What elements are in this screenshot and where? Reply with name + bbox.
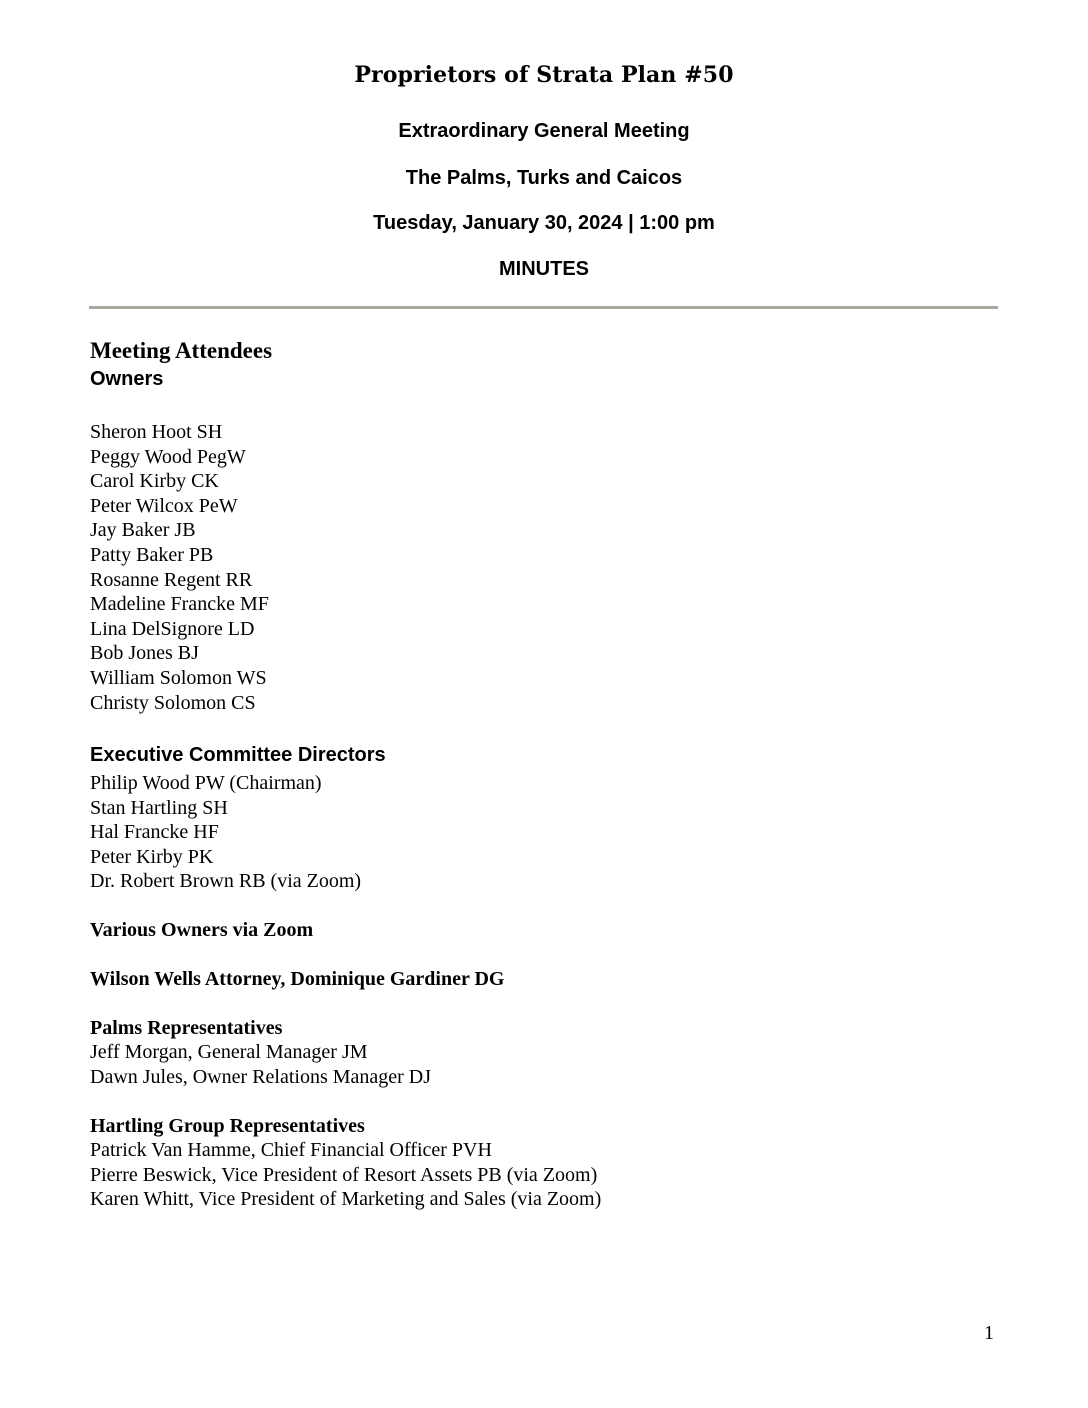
list-item: Jay Baker JB	[90, 519, 196, 542]
list-item: Lina DelSignore LD	[90, 617, 255, 640]
attendees-heading: Meeting Attendees	[90, 338, 273, 363]
hartling-reps-list	[90, 1138, 601, 1212]
directors-heading: Executive Committee Directors	[90, 744, 386, 766]
list-item: Bob Jones BJ	[90, 642, 199, 665]
meeting-type: Extraordinary General Meeting	[398, 120, 690, 142]
attorney-line: Wilson Wells Attorney, Dominique Gardiner DG	[90, 968, 505, 990]
page-number: 1	[984, 1322, 994, 1344]
palms-reps-list	[90, 1040, 431, 1089]
list-item: Madeline Francke MF	[90, 593, 269, 616]
list-item: Pierre Beswick, Vice President of Resort Assets PB (via Zoom)	[90, 1163, 598, 1186]
list-item: Patty Baker PB	[90, 543, 214, 566]
list-item: Carol Kirby CK	[90, 470, 219, 493]
list-item: Dr. Robert Brown RB (via Zoom)	[90, 870, 362, 893]
various-owners-heading: Various Owners via Zoom	[90, 919, 314, 941]
list-item: Patrick Van Hamme, Chief Financial Officer PVH	[90, 1139, 492, 1161]
hartling-reps-heading: Hartling Group Representatives	[90, 1115, 365, 1137]
list-item: Jeff Morgan, General Manager JM	[90, 1041, 368, 1063]
palms-reps-heading: Palms Representatives	[90, 1017, 283, 1039]
list-item: William Solomon WS	[90, 666, 267, 689]
header-divider	[89, 306, 998, 309]
list-item: Hal Francke HF	[90, 821, 219, 844]
list-item: Sheron Hoot SH	[90, 421, 223, 443]
list-item: Peter Kirby PK	[90, 845, 214, 868]
list-item: Peggy Wood PegW	[90, 445, 246, 468]
list-item: Philip Wood PW (Chairman)	[90, 772, 322, 794]
owners-heading: Owners	[90, 368, 164, 390]
list-item: Rosanne Regent RR	[90, 568, 253, 591]
list-item: Peter Wilcox PeW	[90, 494, 238, 517]
list-item: Karen Whitt, Vice President of Marketing and Sales (via Zoom)	[90, 1188, 602, 1211]
meeting-location: The Palms, Turks and Caicos	[405, 167, 683, 189]
document-title: Proprietors of Strata Plan #50	[354, 62, 734, 88]
meeting-datetime: Tuesday, January 30, 2024 | 1:00 pm	[373, 212, 715, 234]
directors-list	[90, 771, 361, 894]
list-item: Christy Solomon CS	[90, 691, 256, 714]
owners-list	[90, 420, 269, 715]
list-item: Dawn Jules, Owner Relations Manager DJ	[90, 1065, 432, 1088]
list-item: Stan Hartling SH	[90, 796, 228, 819]
document-type: MINUTES	[499, 258, 589, 280]
